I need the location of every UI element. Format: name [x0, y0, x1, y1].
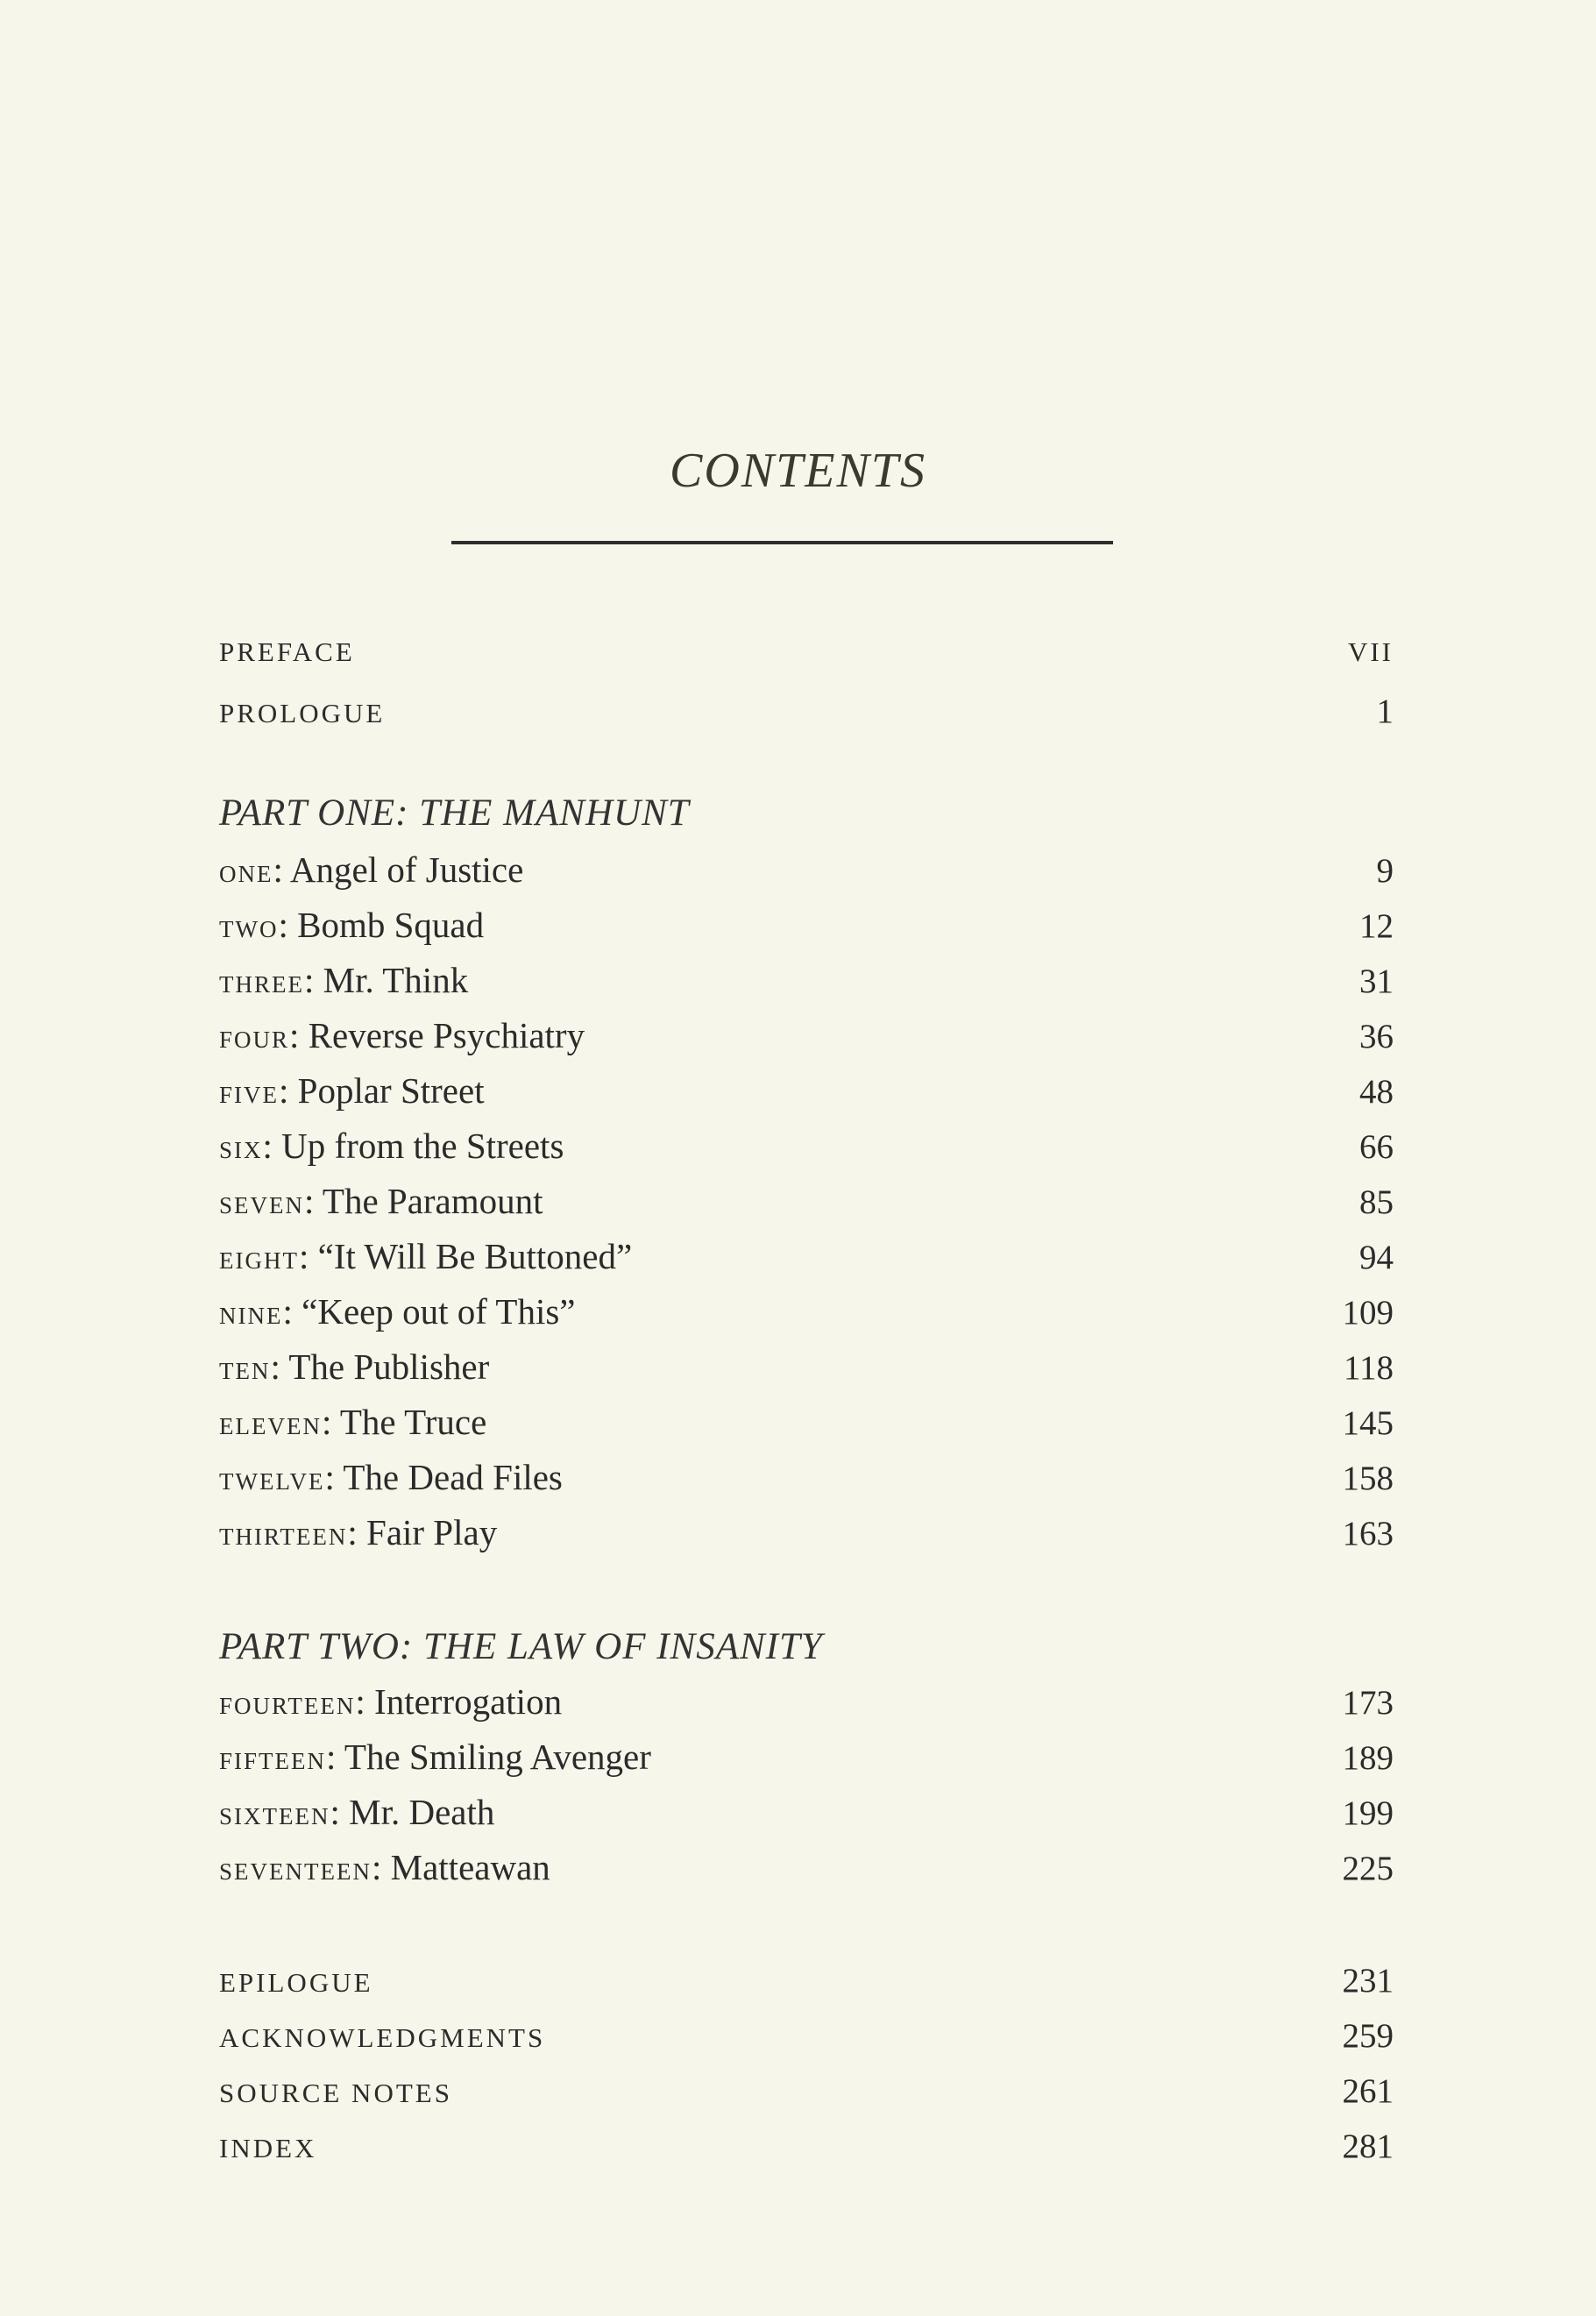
entry-page: 94 [1359, 1239, 1394, 1276]
entry-page: 231 [1342, 1962, 1394, 2000]
toc-entry-chapter[interactable]: seven: The Paramount 85 [219, 1181, 1394, 1221]
chapter-number: four [219, 1019, 290, 1055]
entry-page: 261 [1342, 2072, 1394, 2110]
toc-entry-index[interactable] [219, 2127, 1394, 2166]
chapter-title: Poplar Street [297, 1070, 485, 1111]
toc-entry-chapter[interactable]: eleven: The Truce 145 [219, 1402, 1394, 1442]
part-one-heading: PART ONE: THE MANHUNT [219, 792, 690, 834]
toc-entry-chapter[interactable]: five: Poplar Street 48 [219, 1070, 1394, 1111]
chapter-title: Bomb Squad [297, 905, 485, 945]
entry-label: PROLOGUE [219, 698, 386, 728]
entry-label: INDEX [219, 2133, 317, 2163]
chapter-number: fourteen [219, 1685, 356, 1722]
toc-entry-chapter[interactable]: seventeen: Matteawan 225 [219, 1847, 1394, 1887]
chapter-title: Up from the Streets [281, 1126, 564, 1166]
toc-entry-chapter[interactable]: twelve: The Dead Files 158 [219, 1457, 1394, 1497]
toc-entry-chapter[interactable]: fourteen: Interrogation 173 [219, 1681, 1394, 1722]
chapter-title: Angel of Justice [289, 849, 524, 890]
chapter-number: ten [219, 1350, 271, 1387]
chapter-title: The Paramount [322, 1181, 543, 1221]
entry-label: PREFACE [219, 636, 355, 667]
entry-page: VII [1347, 636, 1394, 667]
entry-page: 36 [1359, 1018, 1394, 1055]
chapter-number: three [219, 963, 304, 1000]
toc-entry-chapter[interactable]: eight: “It Will Be Buttoned” 94 [219, 1236, 1394, 1276]
chapter-number: eleven [219, 1405, 322, 1442]
entry-page: 1 [1376, 693, 1394, 730]
toc-entry-chapter[interactable]: three: Mr. Think 31 [219, 960, 1394, 1000]
entry-page: 158 [1342, 1460, 1394, 1497]
entry-page: 199 [1342, 1794, 1394, 1832]
chapter-title: “Keep out of This” [301, 1291, 576, 1332]
chapter-title: Mr. Think [323, 960, 469, 1000]
chapter-number: fifteen [219, 1740, 326, 1777]
entry-page: 225 [1342, 1850, 1394, 1887]
toc-entry-chapter[interactable]: fifteen: The Smiling Avenger 189 [219, 1737, 1394, 1777]
chapter-number: twelve [219, 1460, 325, 1497]
toc-entry-prologue[interactable] [219, 692, 1394, 731]
chapter-title: “It Will Be Buttoned” [317, 1236, 633, 1276]
chapter-number: seven [219, 1184, 304, 1221]
chapter-number: nine [219, 1295, 283, 1332]
toc-entry-chapter[interactable]: one: Angel of Justice 9 [219, 849, 1394, 890]
entry-page: 145 [1342, 1404, 1394, 1442]
chapter-number: two [219, 908, 279, 945]
entry-page: 85 [1359, 1183, 1394, 1221]
toc-entry-preface[interactable] [219, 636, 1394, 668]
entry-label: ACKNOWLEDGMENTS [219, 2022, 546, 2053]
toc-entry-epilogue[interactable] [219, 1961, 1394, 2000]
chapter-number: eight [219, 1240, 299, 1276]
toc-entry-chapter[interactable]: sixteen: Mr. Death 199 [219, 1792, 1394, 1832]
toc-entry-chapter[interactable]: two: Bomb Squad 12 [219, 905, 1394, 945]
entry-page: 163 [1342, 1515, 1394, 1552]
chapter-title: Fair Play [366, 1512, 498, 1552]
toc-entry-chapter[interactable]: six: Up from the Streets 66 [219, 1126, 1394, 1166]
chapter-number: thirteen [219, 1516, 348, 1552]
chapter-title: Interrogation [374, 1681, 563, 1722]
toc-entry-chapter[interactable]: ten: The Publisher 118 [219, 1346, 1394, 1387]
chapter-title: Mr. Death [349, 1792, 495, 1832]
toc-entry-chapter[interactable]: four: Reverse Psychiatry 36 [219, 1015, 1394, 1055]
chapter-number: six [219, 1129, 263, 1166]
toc-entry-source-notes[interactable] [219, 2071, 1394, 2111]
chapter-number: seventeen [219, 1851, 372, 1887]
chapter-title: The Smiling Avenger [344, 1737, 651, 1777]
chapter-title: Reverse Psychiatry [308, 1015, 585, 1055]
chapter-number: sixteen [219, 1795, 330, 1832]
entry-label: SOURCE NOTES [219, 2078, 452, 2108]
chapter-title: The Publisher [288, 1346, 490, 1387]
entry-page: 9 [1376, 852, 1394, 890]
entry-label: EPILOGUE [219, 1967, 373, 1998]
entry-page: 259 [1342, 2017, 1394, 2055]
entry-page: 31 [1359, 963, 1394, 1000]
chapter-title: The Truce [339, 1402, 487, 1442]
entry-page: 173 [1342, 1684, 1394, 1722]
toc-entry-chapter[interactable]: thirteen: Fair Play 163 [219, 1512, 1394, 1552]
entry-page: 281 [1342, 2128, 1394, 2165]
entry-page: 12 [1359, 907, 1394, 945]
toc-entry-chapter[interactable]: nine: “Keep out of This” 109 [219, 1291, 1394, 1332]
entry-page: 118 [1343, 1349, 1394, 1387]
chapter-title: The Dead Files [343, 1457, 563, 1497]
toc-entry-acknowledgments[interactable] [219, 2016, 1394, 2056]
part-two-heading: PART TWO: THE LAW OF INSANITY [219, 1626, 823, 1667]
entry-page: 189 [1342, 1739, 1394, 1777]
entry-page: 66 [1359, 1128, 1394, 1166]
chapter-number: five [219, 1074, 279, 1111]
page-title: CONTENTS [670, 444, 926, 498]
chapter-title: Matteawan [390, 1847, 550, 1887]
title-rule [451, 541, 1113, 544]
chapter-number: one [219, 853, 273, 890]
entry-page: 109 [1342, 1294, 1394, 1332]
entry-page: 48 [1359, 1073, 1394, 1111]
